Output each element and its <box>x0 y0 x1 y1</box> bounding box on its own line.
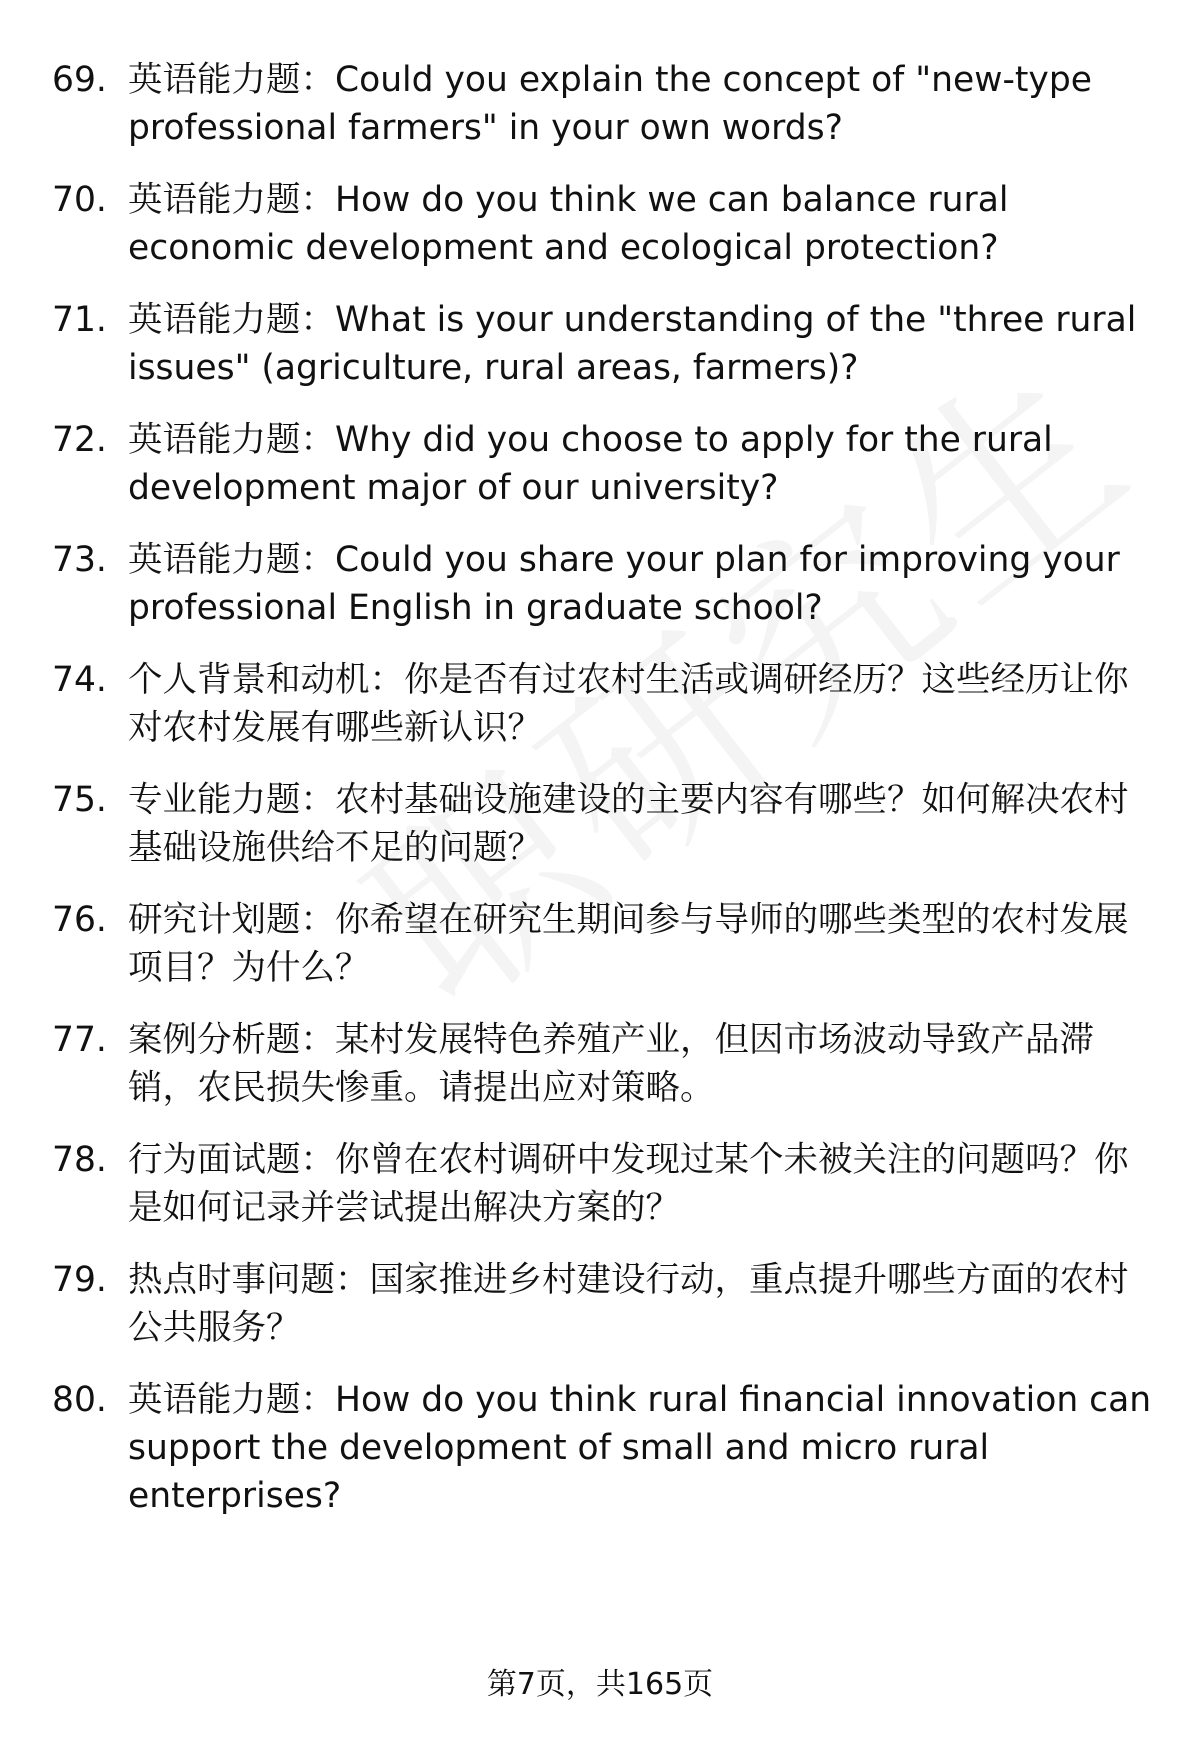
question-text: 英语能力题：Why did you choose to apply for the rural development major of our university? <box>128 420 1053 508</box>
question-item-70 <box>0 176 1200 272</box>
question-item-74 <box>0 656 1200 752</box>
question-number: 73. <box>52 540 107 580</box>
question-item-72 <box>0 416 1200 512</box>
question-text: 英语能力题：Could you share your plan for improving your professional English in graduate school? <box>128 540 1120 628</box>
question-item-73 <box>0 536 1200 632</box>
question-item-76 <box>0 896 1200 992</box>
question-text: 个人背景和动机：你是否有过农村生活或调研经历？这些经历让你对农村发展有哪些新认识？ <box>128 660 1129 748</box>
question-item-69 <box>0 56 1200 152</box>
question-text: 热点时事问题：国家推进乡村建设行动，重点提升哪些方面的农村公共服务？ <box>128 1260 1129 1348</box>
question-number: 74. <box>52 660 107 700</box>
question-text: 英语能力题：What is your understanding of the "three rural issues" (agriculture, rural areas, farmers)? <box>128 300 1137 388</box>
question-text: 行为面试题：你曾在农村调研中发现过某个未被关注的问题吗？你是如何记录并尝试提出解决方案的？ <box>128 1140 1129 1228</box>
question-text: 英语能力题：How do you think we can balance rural economic development and ecological protection? <box>128 180 1009 268</box>
question-list <box>0 56 1200 1544</box>
question-number: 76. <box>52 900 107 940</box>
question-item-78 <box>0 1136 1200 1232</box>
question-text: 专业能力题：农村基础设施建设的主要内容有哪些？如何解决农村基础设施供给不足的问题？ <box>128 780 1129 868</box>
question-item-77 <box>0 1016 1200 1112</box>
question-number: 75. <box>52 780 107 820</box>
question-number: 70. <box>52 180 107 220</box>
question-number: 77. <box>52 1020 107 1060</box>
question-text: 案例分析题：某村发展特色养殖产业，但因市场波动导致产品滞销，农民损失惨重。请提出应对策略。 <box>128 1020 1094 1108</box>
question-number: 80. <box>52 1380 107 1420</box>
question-number: 78. <box>52 1140 107 1180</box>
question-item-71 <box>0 296 1200 392</box>
question-item-79 <box>0 1256 1200 1352</box>
question-text: 英语能力题：Could you explain the concept of "new-type professional farmers" in your own words? <box>128 60 1092 148</box>
question-number: 69. <box>52 60 107 100</box>
question-text: 英语能力题：How do you think rural financial innovation can support the development of small and micro rural enterprises? <box>128 1380 1152 1516</box>
question-text: 研究计划题：你希望在研究生期间参与导师的哪些类型的农村发展项目？为什么？ <box>128 900 1129 988</box>
question-number: 71. <box>52 300 107 340</box>
question-number: 72. <box>52 420 107 460</box>
question-item-75 <box>0 776 1200 872</box>
page-footer: 第7页，共165页 <box>486 1667 714 1702</box>
question-item-80 <box>0 1376 1200 1520</box>
question-number: 79. <box>52 1260 107 1300</box>
